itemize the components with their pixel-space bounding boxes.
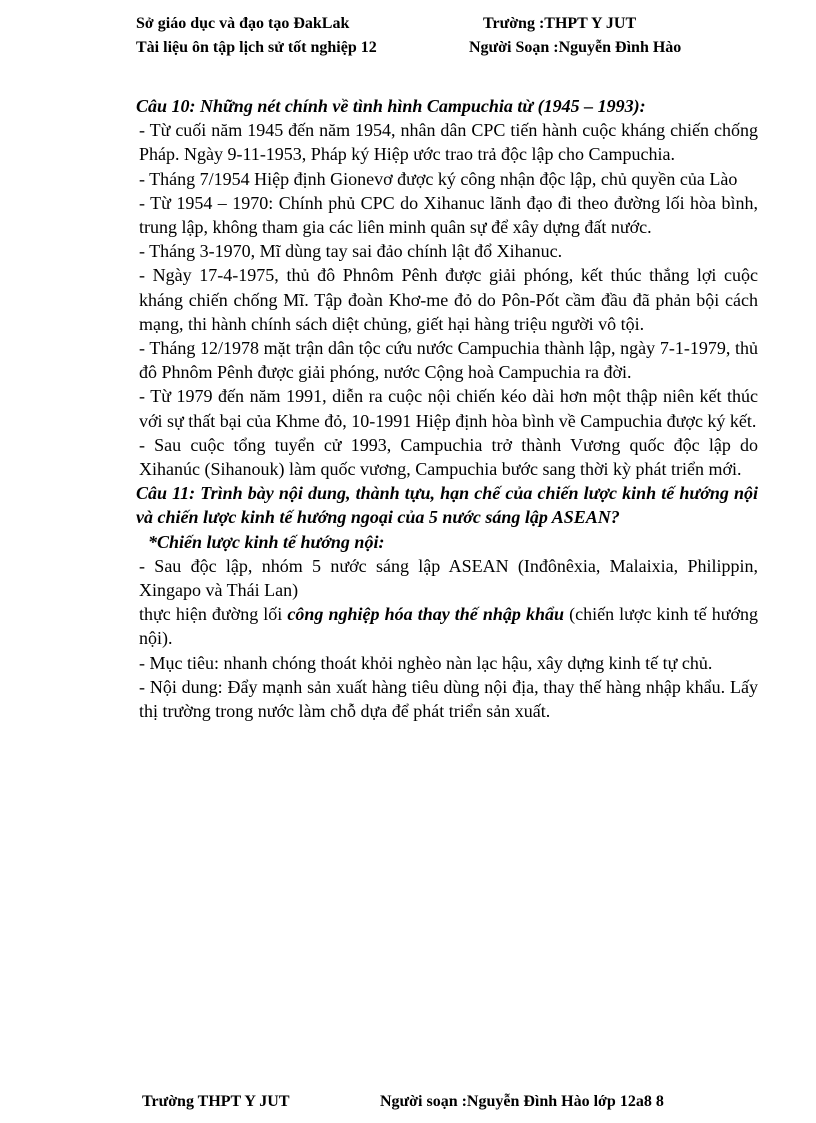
document-body <box>136 94 758 723</box>
q11-subheading: *Chiến lược kinh tế hướng nội: <box>148 531 385 552</box>
footer-author-page: Người soạn :Nguyễn Đình Hào lớp 12a8 8 <box>380 1093 664 1110</box>
header-row-2 <box>136 36 776 60</box>
question-11-heading: Câu 11: Trình bày nội dung, thành tựu, hạn chế của chiến lược kinh tế hướng nội và chiến lược kinh tế hướng ngoại của 5 nước sáng lập ASEAN? <box>136 483 758 528</box>
q10-paragraph-5: - Ngày 17-4-1975, thủ đô Phnôm Pênh được giải phóng, kết thúc thắng lợi cuộc kháng chiến chống Mĩ. Tập đoàn Khơ-me đỏ do Pôn-Pốt cầm đầu đã phản bội cách mạng, thi hành chính sách diệt chủng, giết hại hàng triệu người vô tội. <box>139 265 758 334</box>
q11-paragraph-4: - Nội dung: Đẩy mạnh sản xuất hàng tiêu dùng nội địa, thay thế hàng nhập khẩu. Lấy thị trường trong nước làm chỗ dựa để phát triển sản xuất. <box>139 676 758 722</box>
header-author: Người Soạn :Nguyễn Đình Hào <box>469 39 682 56</box>
q10-paragraph-3: - Từ 1954 – 1970: Chính phủ CPC do Xihanuc lãnh đạo đi theo đường lối hòa bình, trung lập, không tham gia các liên minh quân sự để xây dựng đất nước. <box>139 192 758 238</box>
q10-paragraph-6: - Tháng 12/1978 mặt trận dân tộc cứu nước Campuchia thành lập, ngày 7-1-1979, thủ đô Phnôm Pênh được giải phóng, nước Cộng hoà Campuchia ra đời. <box>139 338 758 383</box>
question-10-heading: Câu 10: Những nét chính về tình hình Campuchia từ (1945 – 1993): <box>136 96 646 116</box>
q11-paragraph-3: - Mục tiêu: nhanh chóng thoát khỏi nghèo nàn lạc hậu, xây dựng kinh tế tự chủ. <box>139 652 713 673</box>
q10-paragraph-2: - Tháng 7/1954 Hiệp định Gionevơ được ký công nhận độc lập, chủ quyền của Lào <box>139 168 738 189</box>
q11-p2-before: thực hiện đường lối <box>139 604 288 625</box>
header-row-1 <box>136 12 776 36</box>
page-header <box>136 12 776 60</box>
q11-p2-emphasis: công nghiệp hóa thay thế nhập khẩu <box>287 604 565 625</box>
q10-paragraph-4: - Tháng 3-1970, Mĩ dùng tay sai đảo chính lật đổ Xihanuc. <box>139 241 563 262</box>
q10-paragraph-1: - Từ cuối năm 1945 đến năm 1954, nhân dân CPC tiến hành cuộc kháng chiến chống Pháp. Ngày 9-11-1953, Pháp ký Hiệp ước trao trả độc lập cho Campuchia. <box>139 120 758 165</box>
q11-paragraph-1: - Sau độc lập, nhóm 5 nước sáng lập ASEAN (Inđônêxia, Malaixia, Philippin, Xingapo và Thái Lan) <box>139 555 758 601</box>
header-doc-title: Tài liệu ôn tập lịch sử tốt nghiệp 12 <box>136 39 377 56</box>
header-school: Trường :THPT Y JUT <box>483 15 637 32</box>
q10-paragraph-7: - Từ 1979 đến năm 1991, diễn ra cuộc nội chiến kéo dài hơn một thập niên kết thúc với sự thất bại của Khme đỏ, 10-1991 Hiệp định hòa bình về Campuchia được ký kết. <box>139 386 758 431</box>
q11-p2-after: (chiến lược kinh tế hướng nội). <box>139 604 758 649</box>
q10-paragraph-8: - Sau cuộc tổng tuyển cử 1993, Campuchia trở thành Vương quốc độc lập do Xihanúc (Sihanouk) làm quốc vương, Campuchia bước sang thời kỳ phát triển mới. <box>139 434 758 480</box>
footer-school: Trường THPT Y JUT <box>142 1093 290 1110</box>
q11-paragraph-2 <box>136 602 758 650</box>
header-dept: Sở giáo dục và đạo tạo ĐakLak <box>136 15 350 32</box>
